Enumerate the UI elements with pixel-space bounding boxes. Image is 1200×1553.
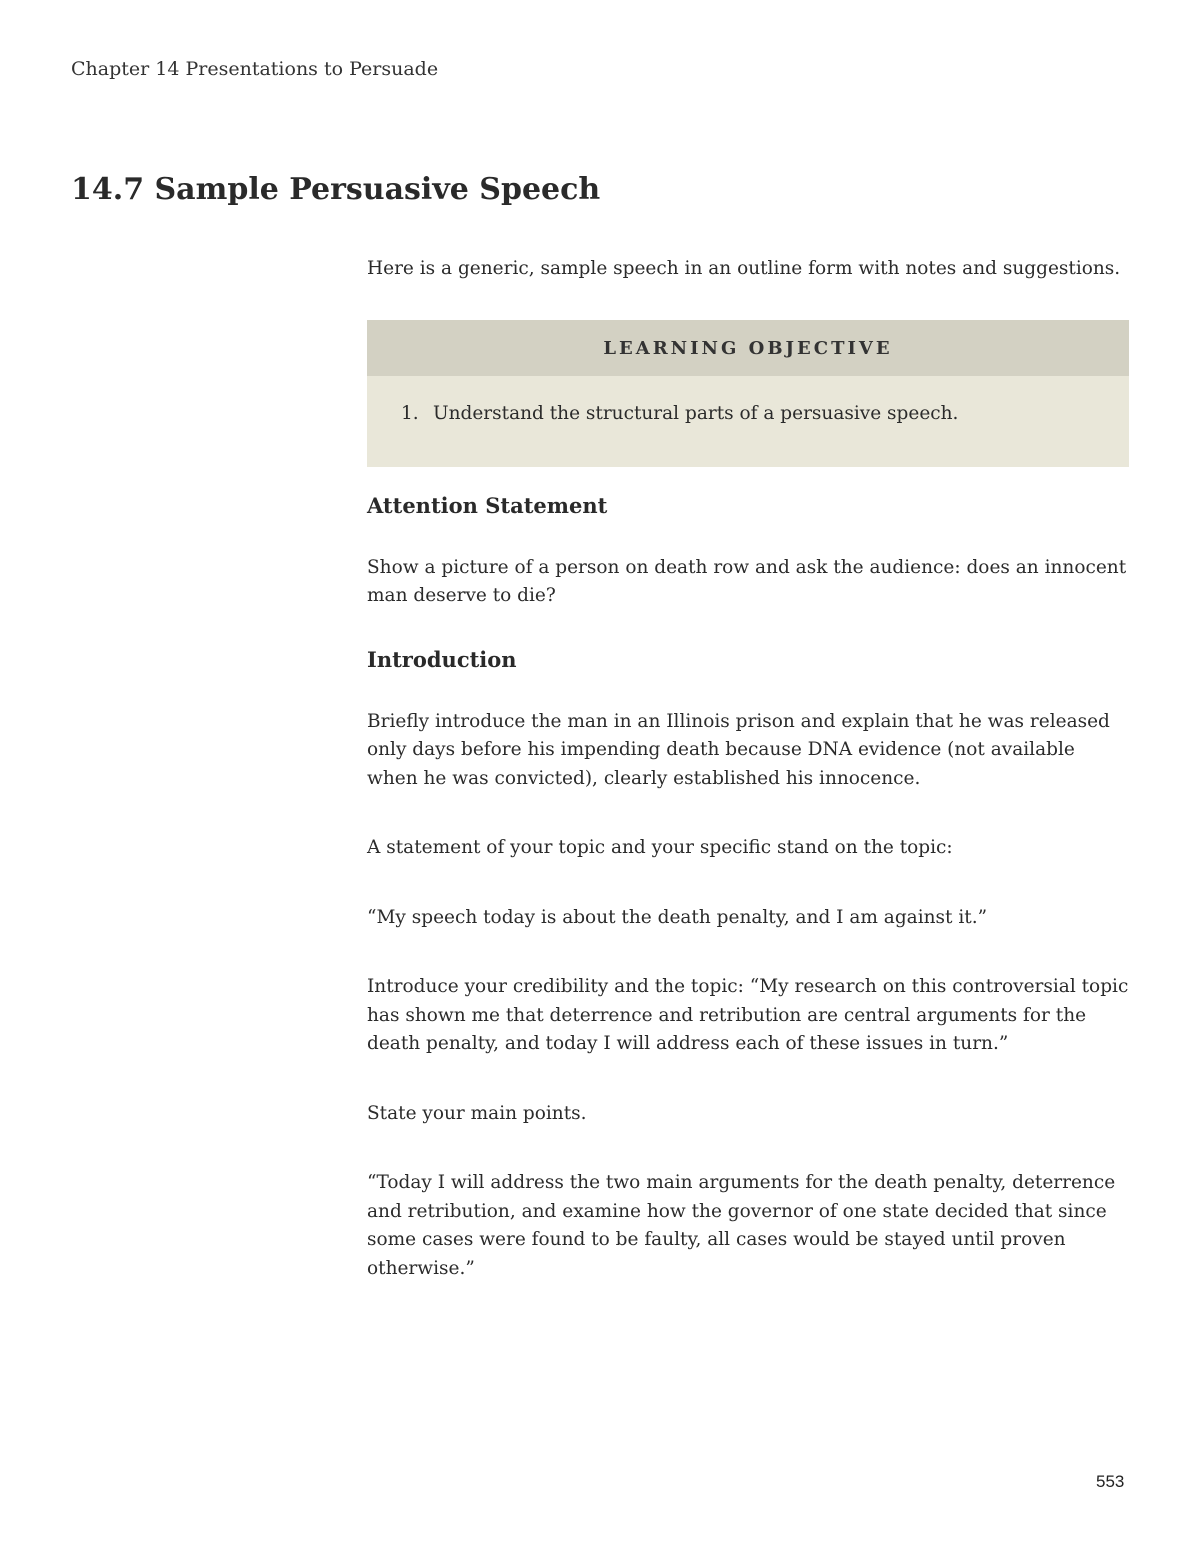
intro-paragraph: Here is a generic, sample speech in an outline form with notes and suggestions. (367, 258, 1121, 279)
learning-objective-item (367, 400, 1129, 428)
list-item-text: Understand the structural parts of a persuasive speech. (433, 402, 959, 424)
page-number: 553 (1096, 1472, 1125, 1491)
attention-statement-text: Show a picture of a person on death row and ask the audience: does an innocent man deserve to die? (367, 556, 1127, 606)
learning-objective-box (367, 320, 1129, 467)
attention-statement-heading: Attention Statement (367, 492, 608, 518)
list-number: 1. (401, 402, 419, 424)
running-header: Chapter 14 Presentations to Persuade (71, 58, 439, 80)
learning-objective-heading: LEARNING OBJECTIVE (367, 320, 1129, 376)
main-points-prompt: State your main points. (367, 1102, 587, 1124)
section-title: 14.7 Sample Persuasive Speech (71, 172, 601, 207)
topic-statement-prompt: A statement of your topic and your specific stand on the topic: (367, 837, 953, 858)
credibility-paragraph: Introduce your credibility and the topic: “My research on this controversial topic has shown me that deterrence and retribution are central arguments for the death penalty, and today I will address each of these issues in turn.” (367, 976, 1129, 1054)
introduction-paragraph: Briefly introduce the man in an Illinois prison and explain that he was released only days before his impending death because DNA evidence (not available when he was convicted), clearly established his innocence. (367, 710, 1110, 789)
main-content (367, 255, 1129, 1283)
topic-statement-quote: “My speech today is about the death penalty, and I am against it.” (367, 906, 988, 928)
learning-objective-list (367, 376, 1129, 467)
main-points-quote: “Today I will address the two main arguments for the death penalty, deterrence and retribution, and examine how the governor of one state decided that since some cases were found to be faulty, all cases would be stayed until proven otherwise.” (367, 1172, 1116, 1279)
introduction-heading: Introduction (367, 646, 517, 672)
